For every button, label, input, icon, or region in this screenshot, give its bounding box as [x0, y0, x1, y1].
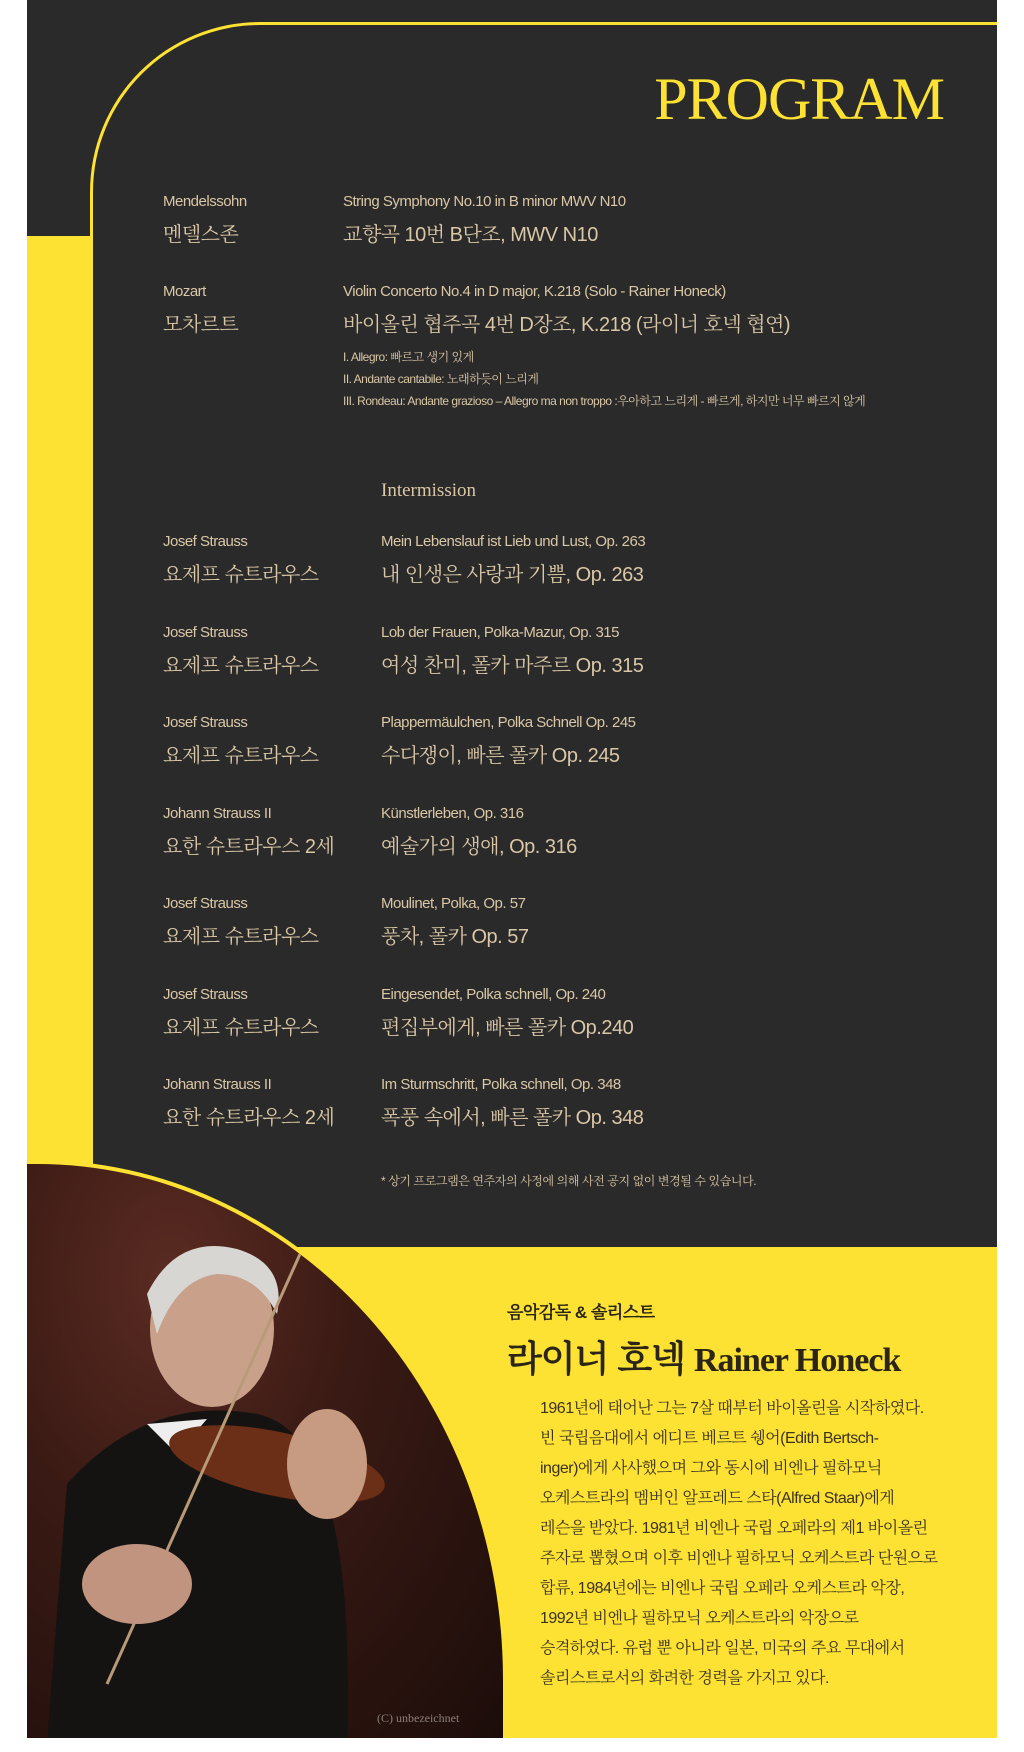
work-ko: 수다쟁이, 빠른 폴카 Op. 245 [381, 745, 620, 767]
violinist-illustration [27, 1164, 507, 1738]
intermission-label: Intermission [381, 480, 476, 501]
composer-en: Johann Strauss II [163, 1076, 272, 1093]
composer-ko: 멘델스존 [163, 224, 239, 246]
composer-ko: 요제프 슈트라우스 [163, 745, 319, 767]
work-ko: 교향곡 10번 B단조, MWV N10 [343, 224, 598, 246]
bio-line: 솔리스트로서의 화려한 경력을 가지고 있다. [540, 1670, 829, 1687]
composer-en: Josef Strauss [163, 623, 248, 641]
program-card [90, 22, 997, 1247]
work-ko: 여성 찬미, 폴카 마주르 Op. 315 [381, 654, 644, 677]
work-en: Moulinet, Polka, Op. 57 [381, 895, 526, 912]
work-en: Plappermäulchen, Polka Schnell Op. 245 [381, 714, 636, 731]
movement: III. Rondeau: Andante grazioso – Allegro ma non troppo :우아하고 느리게 - 빠르게, 하지만 너무 빠르지 않게 [343, 394, 866, 408]
composer-ko: 모차르트 [163, 314, 239, 336]
program-panel [27, 0, 997, 1738]
composer-en: Josef Strauss [163, 985, 248, 1003]
composer-en: Josef Strauss [163, 895, 248, 912]
bio-line: 레슨을 받았다. 1981년 비엔나 국립 오페라의 제1 바이올린 [540, 1520, 928, 1537]
bio-line: 승격하였다. 유럽 뿐 아니라 일본, 미국의 주요 무대에서 [540, 1640, 905, 1657]
artist-role: 음악감독 & 솔리스트 [507, 1303, 655, 1322]
bio-line: 1992년 비엔나 필하모닉 오케스트라의 악장으로 [540, 1610, 859, 1627]
bio-line: inger)에게 사사했으며 그와 동시에 비엔나 필하모닉 [540, 1460, 882, 1477]
composer-ko: 요제프 슈트라우스 [163, 654, 319, 677]
bio-text [540, 1394, 977, 1694]
work-en: Violin Concerto No.4 in D major, K.218 (Solo - Rainer Honeck) [343, 283, 726, 300]
artist-name-ko: 라이너 호넥 [507, 1338, 685, 1379]
work-ko: 예술가의 생애, Op. 316 [381, 835, 577, 858]
work-en: String Symphony No.10 in B minor MWV N10 [343, 193, 626, 210]
composer-ko: 요제프 슈트라우스 [163, 1016, 319, 1039]
bio-line: 합류, 1984년에는 비엔나 국립 오페라 오케스트라 악장, [540, 1580, 905, 1597]
work-en: Im Sturmschritt, Polka schnell, Op. 348 [381, 1076, 621, 1093]
work-ko: 편집부에게, 빠른 폴카 Op.240 [381, 1016, 634, 1039]
composer-en: Johann Strauss II [163, 804, 272, 822]
work-en: Künstlerleben, Op. 316 [381, 804, 524, 822]
bio-line: 빈 국립음대에서 에디트 베르트 쉥어(Edith Bertsch- [540, 1430, 879, 1447]
work-ko: 폭풍 속에서, 빠른 폴카 Op. 348 [381, 1107, 644, 1129]
program-title: PROGRAM [654, 66, 944, 132]
composer-ko: 요한 슈트라우스 2세 [163, 835, 335, 858]
work-ko: 풍차, 폴카 Op. 57 [381, 926, 529, 948]
work-en: Eingesendet, Polka schnell, Op. 240 [381, 985, 606, 1003]
bio-line: 1961년에 태어난 그는 7살 때부터 바이올린을 시작하였다. [540, 1400, 924, 1417]
work-ko: 바이올린 협주곡 4번 D장조, K.218 (라이너 호넥 협연) [343, 314, 791, 336]
artist-name [507, 1331, 977, 1382]
work-ko: 내 인생은 사랑과 기쁨, Op. 263 [381, 564, 644, 586]
composer-en: Josef Strauss [163, 533, 248, 550]
composer-ko: 요한 슈트라우스 2세 [163, 1107, 335, 1129]
photo-credit: (C) unbezeichnet [377, 1711, 460, 1725]
composer-ko: 요제프 슈트라우스 [163, 926, 319, 948]
footnote: * 상기 프로그램은 연주자의 사정에 의해 사전 공지 없이 변경될 수 있습니다. [381, 1174, 757, 1188]
movement: II. Andante cantabile: 노래하듯이 느리게 [343, 372, 539, 386]
work-en: Lob der Frauen, Polka-Mazur, Op. 315 [381, 623, 619, 641]
work-en: Mein Lebenslauf ist Lieb und Lust, Op. 263 [381, 533, 646, 550]
artist-bio [507, 1298, 977, 1694]
composer-en: Josef Strauss [163, 714, 248, 731]
bio-line: 주자로 뽑혔으며 이후 비엔나 필하모닉 오케스트라 단원으로 [540, 1550, 938, 1567]
composer-en: Mozart [163, 283, 206, 300]
bio-line: 오케스트라의 멤버인 알프레드 스타(Alfred Staar)에게 [540, 1490, 895, 1507]
movement: I. Allegro: 빠르고 생기 있게 [343, 350, 474, 364]
composer-en: Mendelssohn [163, 193, 247, 210]
artist-name-en: Rainer Honeck [693, 1342, 901, 1379]
composer-ko: 요제프 슈트라우스 [163, 564, 319, 586]
